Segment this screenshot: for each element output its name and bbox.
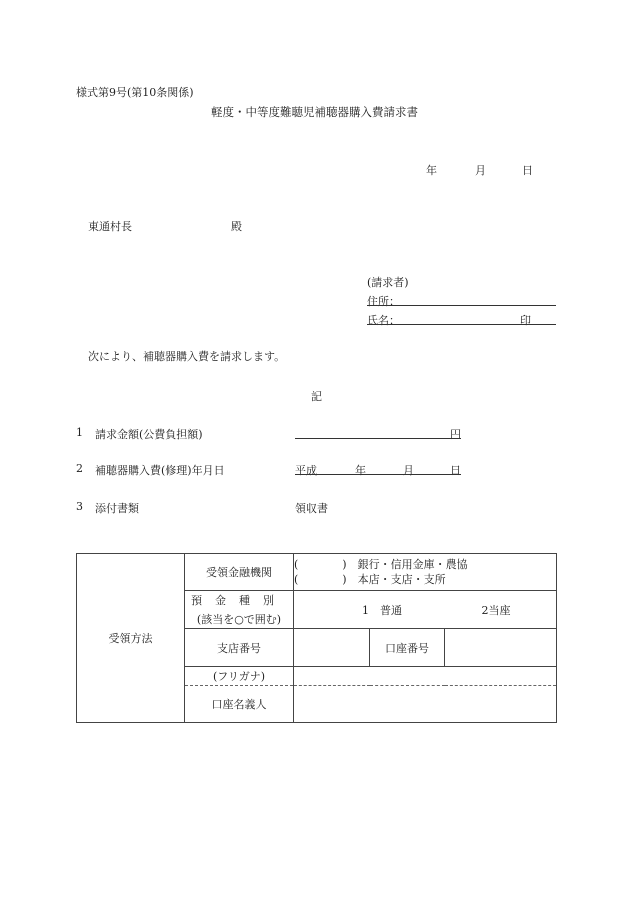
item-1-label: 請求金額(公費負担額) xyxy=(95,428,203,441)
addressee-honorific: 殿 xyxy=(231,220,242,233)
branch-number-label: 支店番号 xyxy=(185,629,294,667)
branch-number-field[interactable] xyxy=(294,629,370,667)
form-title: 軽度・中等度難聴児補聴器購入費請求書 xyxy=(211,105,418,119)
institution-type-text: 銀行・信用金庫・農協 xyxy=(357,558,468,571)
seal-mark: 印 xyxy=(520,314,531,327)
item-2-label: 補聴器購入費(修理)年月日 xyxy=(95,464,225,477)
purchase-date-era: 平成 xyxy=(295,464,317,477)
item-2-number: 2 xyxy=(76,462,83,475)
deposit-type-label-cell xyxy=(185,591,294,610)
claimant-name-field[interactable] xyxy=(367,324,556,325)
item-3-number: 3 xyxy=(76,500,83,513)
institution-paren-1: ( ) xyxy=(294,558,347,571)
yen-unit: 円 xyxy=(450,428,461,441)
account-holder-label: 口座名義人 xyxy=(185,686,294,723)
deposit-option-current[interactable]: 2当座 xyxy=(481,603,511,617)
form-number: 様式第9号(第10条関係) xyxy=(76,86,194,99)
deposit-option-ordinary[interactable]: 1 普通 xyxy=(362,603,402,617)
branch-type-text: 本店・支店・支所 xyxy=(357,573,446,586)
account-number-label: 口座番号 xyxy=(370,629,445,667)
date-day-label: 日 xyxy=(522,164,533,177)
date-year-label: 年 xyxy=(426,164,437,177)
institution-paren-2: ( ) xyxy=(294,573,347,586)
claimant-address-label: 住所： xyxy=(367,295,400,308)
ki-heading: 記 xyxy=(311,390,322,403)
item-1-number: 1 xyxy=(76,426,83,439)
claimant-address-field[interactable] xyxy=(367,305,556,306)
deposit-type-label: 預金種別 xyxy=(191,594,287,608)
addressee-name: 東通村長 xyxy=(88,220,132,233)
bank-info-table xyxy=(76,553,557,723)
date-month-label: 月 xyxy=(475,164,486,177)
purchase-date-day: 日 xyxy=(450,464,461,477)
purchase-date-month: 月 xyxy=(403,464,414,477)
account-number-field[interactable] xyxy=(445,629,557,667)
attached-document: 領収書 xyxy=(295,502,328,515)
deposit-type-field[interactable] xyxy=(294,591,557,629)
claimant-name-label: 氏名： xyxy=(367,314,400,327)
purchase-date-field[interactable] xyxy=(295,474,461,475)
furigana-field[interactable] xyxy=(294,667,557,686)
furigana-label: (フリガナ) xyxy=(185,667,294,686)
institution-field[interactable] xyxy=(294,554,557,591)
purchase-date-year: 年 xyxy=(355,464,366,477)
institution-label: 受領金融機関 xyxy=(185,554,294,591)
deposit-type-note: (該当を○で囲む) xyxy=(185,610,294,629)
account-holder-field[interactable] xyxy=(294,686,557,723)
method-label: 受領方法 xyxy=(77,554,185,723)
intro-text: 次により、補聴器購入費を請求します。 xyxy=(88,350,286,363)
claimant-heading: (請求者) xyxy=(367,276,409,289)
claim-amount-field[interactable] xyxy=(295,438,461,439)
item-3-label: 添付書類 xyxy=(95,502,139,515)
